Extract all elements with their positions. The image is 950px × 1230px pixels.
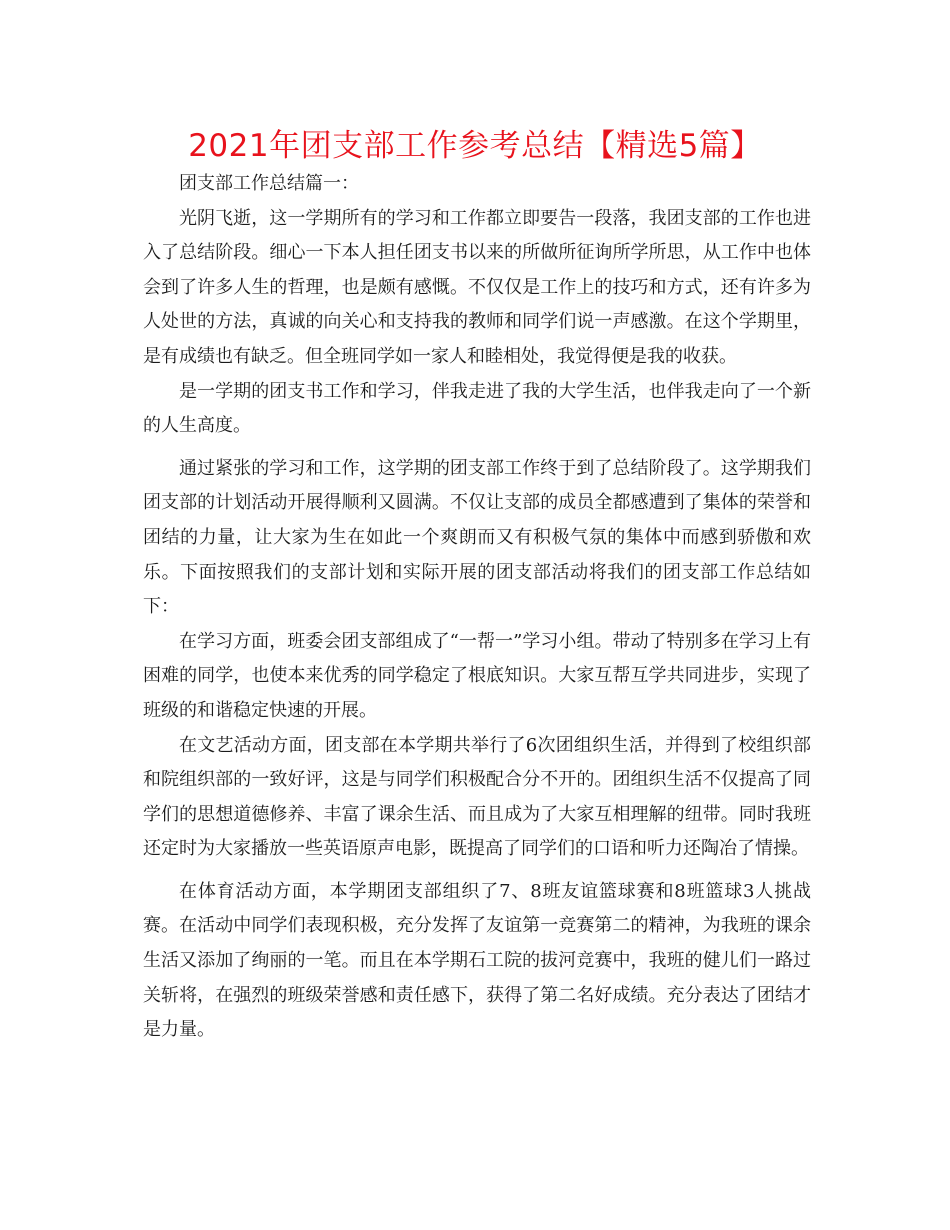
paragraph: 是一学期的团支书工作和学习，伴我走进了我的大学生活，也伴我走向了一个新的人生高度。 [143,380,811,437]
paragraph: 在文艺活动方面，团支部在本学期共举行了6次团组织生活，并得到了校组织部和院组织部的一致好评，这是与同学们积极配合分不开的。团组织生活不仅提高了同学们的思想道德修养、丰富了课余生活、而且成为了大家互相理解的纽带。同时我班还定时为大家播放一些英语原声电影，既提高了同学们的口语和听力还陶冶了情操。 [143,734,811,860]
section-heading: 团支部工作总结篇一： [179,173,359,194]
document-body [143,167,811,1048]
paragraph: 在体育活动方面，本学期团支部组织了7、8班友谊篮球赛和8班篮球3人挑战赛。在活动中同学们表现积极，充分发挥了友谊第一竞赛第二的精神，为我班的课余生活又添加了绚丽的一笔。而且在本学期石工院的拔河竞赛中，我班的健儿们一路过关斩将，在强烈的班级荣誉感和责任感下，获得了第二名好成绩。充分表达了团结才是力量。 [143,880,811,1041]
paragraph: 光阴飞逝，这一学期所有的学习和工作都立即要告一段落，我团支部的工作也进入了总结阶段。细心一下本人担任团支书以来的所做所征询所学所思，从工作中也体会到了许多人生的哲理，也是颇有感慨。不仅仅是工作上的技巧和方式，还有许多为人处世的方法，真诚的向关心和支持我的教师和同学们说一声感激。在这个学期里，是有成绩也有缺乏。但全班同学如一家人和睦相处，我觉得便是我的收获。 [143,207,811,367]
paragraph: 在学习方面，班委会团支部组成了“一帮一”学习小组。带动了特别多在学习上有困难的同学，也使本来优秀的同学稳定了根底知识。大家互帮互学共同进步，实现了班级的和谐稳定快速的开展。 [143,630,811,721]
paragraph: 通过紧张的学习和工作，这学期的团支部工作终于到了总结阶段了。这学期我们团支部的计划活动开展得顺利又圆满。不仅让支部的成员全都感遭到了集体的荣誉和团结的力量，让大家为生在如此一个爽朗而又有积极气氛的集体中而感到骄傲和欢乐。下面按照我们的支部计划和实际开展的团支部活动将我们的团支部工作总结如下： [143,457,811,618]
document-title: 2021年团支部工作参考总结【精选5篇】 [188,128,762,164]
